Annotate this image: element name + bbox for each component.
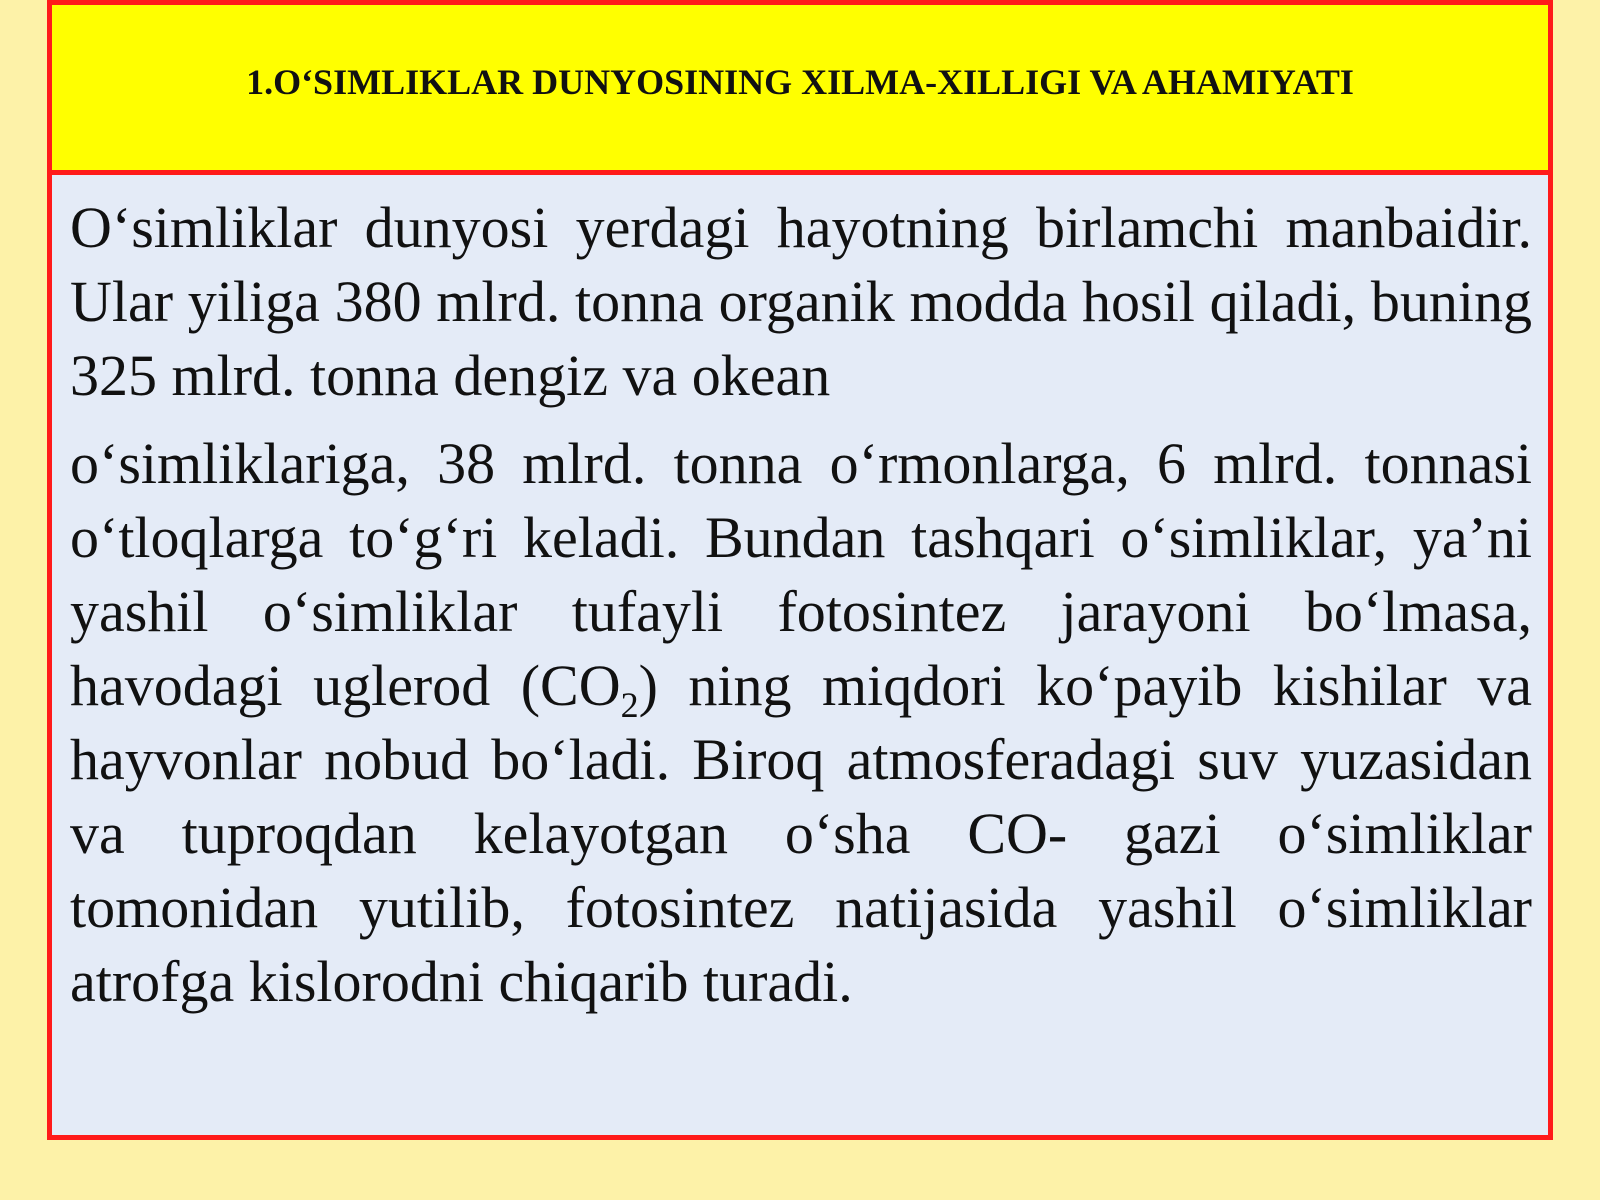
slide-frame	[47, 0, 1553, 1140]
paragraph-2	[70, 427, 1532, 1019]
title-box	[52, 5, 1548, 175]
paragraph-2-text-start: o‘simliklariga, 38 mlrd. tonna o‘rmonlarga, 6 mlrd. tonnasi o‘tloqlarga to‘g‘ri keladi. Bundan tashqari o‘simliklar, ya’ni yashil o‘simliklar tufayli fotosintez jarayoni bo‘lmasa, havodagi uglerod (CO	[70, 431, 1532, 718]
co2-subscript: 2	[620, 685, 639, 725]
slide-title: 1.O‘SIMLIKLAR DUNYOSINING XILMA-XILLIGI VA AHAMIYATI	[246, 61, 1354, 102]
paragraph-2-text-end: ) ning miqdori ko‘payib kishilar va hayvonlar nobud bo‘ladi. Biroq atmosferadagi suv yuzasidan va tuproqdan kelayotgan o‘sha CO- gazi o‘simliklar tomonidan yutilib, fotosintez natijasida yashil o‘simliklar atrofga kislorodni chiqarib turadi.	[70, 653, 1532, 1014]
body-text-box	[70, 191, 1532, 1019]
paragraph-1: O‘simliklar dunyosi yerdagi hayotning birlamchi manbaidir. Ular yiliga 380 mlrd. tonna organik modda hosil qiladi, buning 325 mlrd. tonna dengiz va okean	[70, 195, 1532, 408]
